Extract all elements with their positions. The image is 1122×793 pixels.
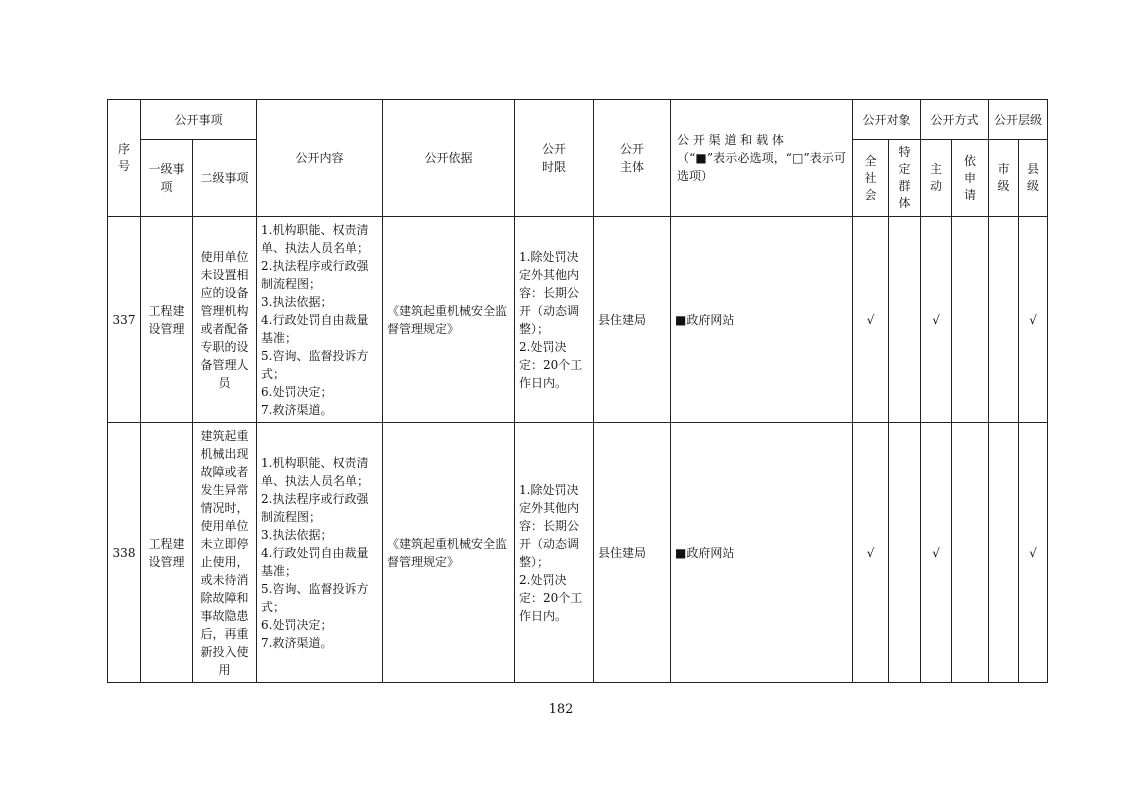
row-method-active-check: √ xyxy=(921,423,952,683)
row-level2: 建筑起重机械出现故障或者发生异常情况时，使用单位未立即停止使用，或未待消除故障和事故隐患后，再重新投入使用 xyxy=(193,423,257,683)
row-tier-city-check xyxy=(989,217,1019,423)
row-audience-all-check: √ xyxy=(853,217,889,423)
row-tier-city-check xyxy=(989,423,1019,683)
row-audience-all-check: √ xyxy=(853,423,889,683)
row-method-apply-check xyxy=(952,217,989,423)
header-basis: 公开依据 xyxy=(383,100,515,217)
header-seq: 序号 xyxy=(108,100,141,217)
row-level2: 使用单位未设置相应的设备管理机构或者配备专职的设备管理人员 xyxy=(193,217,257,423)
row-subject: 县住建局 xyxy=(594,423,671,683)
header-row-1 xyxy=(108,100,1048,140)
disclosure-table xyxy=(107,99,1048,683)
row-channel: ■政府网站 xyxy=(671,217,853,423)
header-tier-city: 市级 xyxy=(989,140,1019,217)
row-tier-county-check: √ xyxy=(1019,217,1048,423)
table-row xyxy=(108,423,1048,683)
row-level1: 工程建设管理 xyxy=(141,217,193,423)
header-subject: 公开 主体 xyxy=(594,100,671,217)
table-row xyxy=(108,217,1048,423)
header-method-apply: 依申请 xyxy=(952,140,989,217)
row-audience-specific-check xyxy=(889,423,921,683)
row-audience-specific-check xyxy=(889,217,921,423)
header-level1: 一级事项 xyxy=(141,140,193,217)
row-level1: 工程建设管理 xyxy=(141,423,193,683)
header-audience-all: 全社会 xyxy=(853,140,889,217)
row-seq: 337 xyxy=(108,217,141,423)
row-basis: 《建筑起重机械安全监督管理规定》 xyxy=(383,423,515,683)
header-audience-specific: 特定群体 xyxy=(889,140,921,217)
header-channel: 公 开 渠 道 和 载 体 （“■”表示必选项，“□”表示可选项） xyxy=(671,100,853,217)
row-content: 1.机构职能、权责清单、执法人员名单； 2.执法程序或行政强制流程图； 3.执法依据； 4.行政处罚自由裁量基准； 5.咨询、监督投诉方式； 6.处罚决定； 7.救济渠道。 xyxy=(257,217,383,423)
row-basis: 《建筑起重机械安全监督管理规定》 xyxy=(383,217,515,423)
row-method-active-check: √ xyxy=(921,217,952,423)
header-level2: 二级事项 xyxy=(193,140,257,217)
header-method: 公开方式 xyxy=(921,100,989,140)
row-tier-county-check: √ xyxy=(1019,423,1048,683)
header-audience: 公开对象 xyxy=(853,100,921,140)
header-items: 公开事项 xyxy=(141,100,257,140)
row-method-apply-check xyxy=(952,423,989,683)
header-time-limit: 公开 时限 xyxy=(515,100,594,217)
row-channel: ■政府网站 xyxy=(671,423,853,683)
row-subject: 县住建局 xyxy=(594,217,671,423)
row-content: 1.机构职能、权责清单、执法人员名单； 2.执法程序或行政强制流程图； 3.执法依据； 4.行政处罚自由裁量基准； 5.咨询、监督投诉方式； 6.处罚决定； 7.救济渠道。 xyxy=(257,423,383,683)
row-seq: 338 xyxy=(108,423,141,683)
header-content: 公开内容 xyxy=(257,100,383,217)
page-number: 182 xyxy=(548,702,574,717)
header-tier-county: 县级 xyxy=(1019,140,1048,217)
header-method-active: 主动 xyxy=(921,140,952,217)
row-time-limit: 1.除处罚决定外其他内容：长期公开（动态调整）； 2.处罚决定：20个工作日内。 xyxy=(515,423,594,683)
header-tier: 公开层级 xyxy=(989,100,1048,140)
row-time-limit: 1.除处罚决定外其他内容：长期公开（动态调整）； 2.处罚决定：20个工作日内。 xyxy=(515,217,594,423)
